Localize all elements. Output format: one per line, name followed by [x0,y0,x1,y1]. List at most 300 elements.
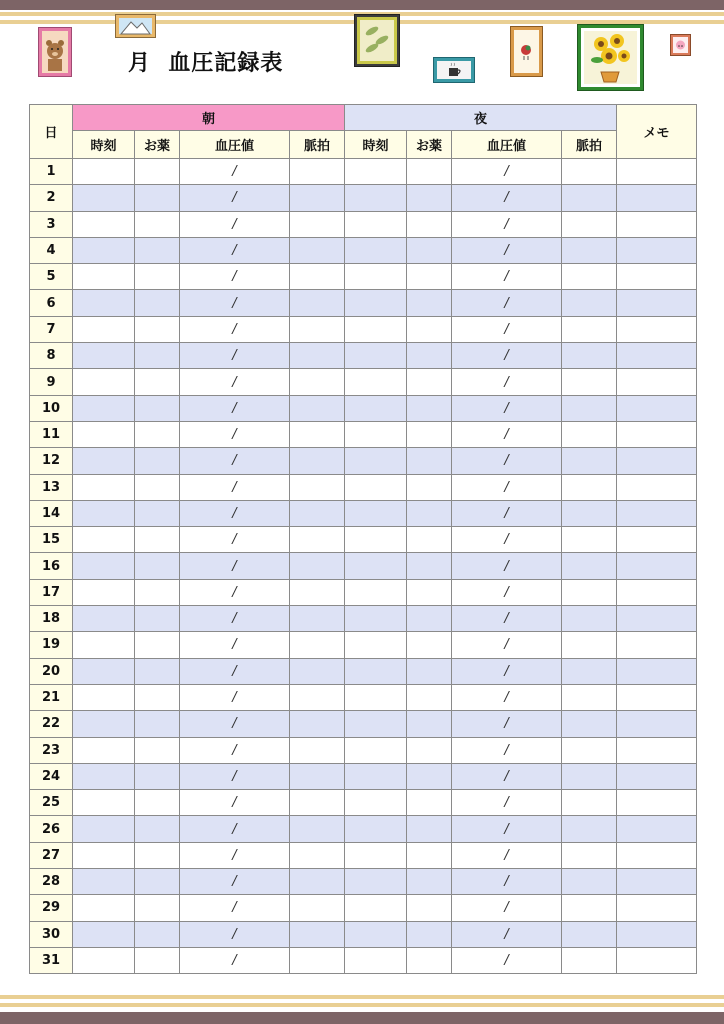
morning-medicine-cell[interactable] [135,264,180,290]
memo-cell[interactable] [617,500,697,526]
morning-time-cell[interactable] [73,316,135,342]
morning-pulse-cell[interactable] [290,421,345,447]
morning-bp-cell[interactable]: / [180,237,290,263]
evening-time-cell[interactable] [345,947,407,973]
morning-medicine-cell[interactable] [135,553,180,579]
morning-time-cell[interactable] [73,343,135,369]
memo-cell[interactable] [617,658,697,684]
evening-bp-cell[interactable]: / [452,527,562,553]
morning-medicine-cell[interactable] [135,448,180,474]
evening-bp-cell[interactable]: / [452,237,562,263]
top-border-band [0,0,724,10]
morning-time-cell[interactable] [73,684,135,710]
morning-pulse-cell[interactable] [290,211,345,237]
morning-medicine-cell[interactable] [135,290,180,316]
morning-medicine-cell[interactable] [135,369,180,395]
evening-bp-cell[interactable]: / [452,369,562,395]
evening-bp-cell[interactable]: / [452,869,562,895]
evening-bp-cell[interactable]: / [452,842,562,868]
memo-cell[interactable] [617,684,697,710]
memo-cell[interactable] [617,237,697,263]
evening-medicine-cell[interactable] [407,869,452,895]
morning-medicine-cell[interactable] [135,579,180,605]
evening-time-cell[interactable] [345,553,407,579]
evening-medicine-cell[interactable] [407,316,452,342]
table-row [30,790,697,816]
evening-time-cell[interactable] [345,343,407,369]
morning-medicine-cell[interactable] [135,737,180,763]
morning-pulse-cell[interactable] [290,237,345,263]
morning-medicine-cell[interactable] [135,527,180,553]
morning-bp-cell[interactable]: / [180,816,290,842]
morning-pulse-cell[interactable] [290,159,345,185]
day-column-header: 日 [30,105,73,159]
table-row [30,474,697,500]
memo-cell[interactable] [617,737,697,763]
morning-bp-cell[interactable]: / [180,737,290,763]
morning-bp-cell[interactable]: / [180,842,290,868]
morning-time-cell[interactable] [73,185,135,211]
evening-time-cell[interactable] [345,159,407,185]
memo-cell[interactable] [617,921,697,947]
memo-cell[interactable] [617,579,697,605]
evening-pulse-cell[interactable] [562,395,617,421]
morning-pulse-cell[interactable] [290,632,345,658]
morning-medicine-cell[interactable] [135,921,180,947]
evening-bp-cell[interactable]: / [452,658,562,684]
day-number: 28 [30,869,73,895]
evening-time-cell[interactable] [345,790,407,816]
morning-bp-cell[interactable]: / [180,500,290,526]
memo-cell[interactable] [617,763,697,789]
evening-bp-cell[interactable]: / [452,816,562,842]
morning-medicine-cell[interactable] [135,343,180,369]
memo-column-header: メモ [617,105,697,159]
evening-medicine-cell[interactable] [407,343,452,369]
morning-time-cell[interactable] [73,816,135,842]
evening-medicine-cell[interactable] [407,553,452,579]
morning-pulse-cell[interactable] [290,790,345,816]
evening-bp-cell[interactable]: / [452,947,562,973]
memo-cell[interactable] [617,606,697,632]
day-number: 8 [30,343,73,369]
evening-bp-cell[interactable]: / [452,632,562,658]
morning-medicine-cell[interactable] [135,500,180,526]
morning-time-cell[interactable] [73,237,135,263]
evening-medicine-cell[interactable] [407,606,452,632]
evening-bp-cell[interactable]: / [452,500,562,526]
morning-medicine-cell[interactable] [135,842,180,868]
morning-bp-cell[interactable]: / [180,159,290,185]
memo-cell[interactable] [617,895,697,921]
evening-medicine-cell[interactable] [407,421,452,447]
morning-bp-cell[interactable]: / [180,921,290,947]
evening-time-cell[interactable] [345,579,407,605]
evening-bp-cell[interactable]: / [452,316,562,342]
morning-pulse-cell[interactable] [290,264,345,290]
evening-pulse-cell[interactable] [562,421,617,447]
evening-pulse-cell[interactable] [562,474,617,500]
morning-time-cell[interactable] [73,632,135,658]
evening-medicine-cell[interactable] [407,290,452,316]
morning-bp-cell[interactable]: / [180,658,290,684]
evening-medicine-cell[interactable] [407,658,452,684]
memo-cell[interactable] [617,211,697,237]
evening-medicine-cell[interactable] [407,947,452,973]
morning-time-cell[interactable] [73,711,135,737]
morning-pulse-cell[interactable] [290,921,345,947]
evening-time-cell[interactable] [345,500,407,526]
memo-cell[interactable] [617,553,697,579]
evening-time-cell[interactable] [345,316,407,342]
page-title: 月 血圧記録表 [128,51,284,76]
morning-pulse-cell[interactable] [290,842,345,868]
morning-time-cell[interactable] [73,421,135,447]
morning-time-cell[interactable] [73,737,135,763]
morning-bp-cell[interactable]: / [180,579,290,605]
evening-bp-cell[interactable]: / [452,737,562,763]
morning-medicine-cell[interactable] [135,395,180,421]
memo-cell[interactable] [617,869,697,895]
evening-medicine-cell[interactable] [407,790,452,816]
morning-time-cell[interactable] [73,790,135,816]
morning-bp-cell[interactable]: / [180,684,290,710]
evening-medicine-cell[interactable] [407,632,452,658]
evening-pulse-cell[interactable] [562,185,617,211]
morning-pulse-cell[interactable] [290,343,345,369]
morning-pulse-cell[interactable] [290,684,345,710]
evening-bp-cell[interactable]: / [452,606,562,632]
evening-pulse-cell[interactable] [562,711,617,737]
evening-pulse-cell[interactable] [562,816,617,842]
evening-medicine-cell[interactable] [407,211,452,237]
evening-bp-cell[interactable]: / [452,790,562,816]
morning-time-cell[interactable] [73,921,135,947]
morning-medicine-cell[interactable] [135,869,180,895]
evening-pulse-cell[interactable] [562,842,617,868]
evening-pulse-cell[interactable] [562,159,617,185]
evening-bp-cell[interactable]: / [452,185,562,211]
morning-pulse-cell[interactable] [290,737,345,763]
evening-medicine-cell[interactable] [407,816,452,842]
evening-time-cell[interactable] [345,895,407,921]
evening-time-cell[interactable] [345,921,407,947]
evening-time-cell[interactable] [345,606,407,632]
morning-medicine-cell[interactable] [135,658,180,684]
memo-cell[interactable] [617,474,697,500]
evening-medicine-cell[interactable] [407,500,452,526]
evening-bp-cell[interactable]: / [452,474,562,500]
evening-time-cell[interactable] [345,264,407,290]
evening-pulse-cell[interactable] [562,237,617,263]
morning-time-cell[interactable] [73,369,135,395]
evening-time-cell[interactable] [345,632,407,658]
evening-pulse-cell[interactable] [562,684,617,710]
table-row [30,763,697,789]
morning-bp-cell[interactable]: / [180,895,290,921]
memo-cell[interactable] [617,711,697,737]
evening-pulse-cell[interactable] [562,369,617,395]
morning-bp-cell[interactable]: / [180,369,290,395]
memo-cell[interactable] [617,264,697,290]
morning-bp-cell[interactable]: / [180,632,290,658]
morning-medicine-cell[interactable] [135,763,180,789]
morning-medicine-cell[interactable] [135,632,180,658]
morning-time-cell[interactable] [73,159,135,185]
morning-bp-cell[interactable]: / [180,448,290,474]
evening-time-cell[interactable] [345,763,407,789]
day-number: 13 [30,474,73,500]
evening-time-cell[interactable] [345,237,407,263]
evening-medicine-cell[interactable] [407,237,452,263]
evening-bp-cell[interactable]: / [452,895,562,921]
morning-pulse-cell[interactable] [290,290,345,316]
evening-pulse-cell[interactable] [562,737,617,763]
morning-medicine-cell[interactable] [135,947,180,973]
morning-time-cell[interactable] [73,448,135,474]
memo-cell[interactable] [617,421,697,447]
morning-bp-cell[interactable]: / [180,264,290,290]
memo-cell[interactable] [617,527,697,553]
morning-time-cell[interactable] [73,264,135,290]
morning-medicine-cell[interactable] [135,816,180,842]
morning-pulse-cell[interactable] [290,395,345,421]
evening-time-cell[interactable] [345,816,407,842]
morning-pulse-cell[interactable] [290,316,345,342]
morning-pulse-cell[interactable] [290,579,345,605]
evening-medicine-cell[interactable] [407,737,452,763]
morning-medicine-cell[interactable] [135,316,180,342]
morning-pulse-cell[interactable] [290,606,345,632]
evening-pulse-cell[interactable] [562,658,617,684]
evening-medicine-cell[interactable] [407,763,452,789]
evening-time-cell[interactable] [345,421,407,447]
morning-time-cell[interactable] [73,947,135,973]
morning-bp-cell[interactable]: / [180,185,290,211]
evening-bp-cell[interactable]: / [452,763,562,789]
evening-time-cell[interactable] [345,211,407,237]
morning-medicine-cell[interactable] [135,211,180,237]
evening-bp-cell[interactable]: / [452,290,562,316]
morning-pulse-cell[interactable] [290,763,345,789]
evening-medicine-cell[interactable] [407,159,452,185]
morning-bp-cell[interactable]: / [180,395,290,421]
memo-cell[interactable] [617,290,697,316]
morning-medicine-cell[interactable] [135,711,180,737]
evening-time-cell[interactable] [345,684,407,710]
evening-bp-cell[interactable]: / [452,211,562,237]
evening-pulse-cell[interactable] [562,895,617,921]
morning-pulse-cell[interactable] [290,527,345,553]
morning-bp-cell[interactable]: / [180,421,290,447]
memo-cell[interactable] [617,185,697,211]
evening-time-cell[interactable] [345,711,407,737]
morning-time-cell[interactable] [73,290,135,316]
morning-bp-cell[interactable]: / [180,711,290,737]
evening-medicine-cell[interactable] [407,895,452,921]
evening-medicine-cell[interactable] [407,448,452,474]
morning-pulse-cell[interactable] [290,658,345,684]
evening-time-cell[interactable] [345,185,407,211]
evening-bp-cell[interactable]: / [452,711,562,737]
morning-bp-cell[interactable]: / [180,343,290,369]
morning-medicine-cell[interactable] [135,421,180,447]
evening-medicine-cell[interactable] [407,842,452,868]
evening-bp-cell[interactable]: / [452,448,562,474]
evening-medicine-cell[interactable] [407,921,452,947]
evening-time-cell[interactable] [345,448,407,474]
evening-bp-cell[interactable]: / [452,579,562,605]
memo-cell[interactable] [617,790,697,816]
morning-pulse-cell[interactable] [290,448,345,474]
evening-bp-cell[interactable]: / [452,921,562,947]
evening-pulse-cell[interactable] [562,921,617,947]
evening-pulse-cell[interactable] [562,264,617,290]
morning-pulse-cell[interactable] [290,895,345,921]
evening-pulse-cell[interactable] [562,790,617,816]
morning-pulse-cell[interactable] [290,711,345,737]
morning-pulse-cell[interactable] [290,553,345,579]
morning-bp-cell[interactable]: / [180,316,290,342]
morning-pulse-cell[interactable] [290,816,345,842]
morning-bp-cell[interactable]: / [180,790,290,816]
evening-medicine-cell[interactable] [407,185,452,211]
evening-pulse-cell[interactable] [562,606,617,632]
table-row [30,869,697,895]
evening-bp-cell[interactable]: / [452,684,562,710]
morning-time-cell[interactable] [73,474,135,500]
evening-bp-cell[interactable]: / [452,264,562,290]
evening-bp-cell[interactable]: / [452,343,562,369]
evening-medicine-cell[interactable] [407,395,452,421]
evening-pulse-cell[interactable] [562,343,617,369]
morning-bp-cell[interactable]: / [180,553,290,579]
memo-cell[interactable] [617,448,697,474]
memo-cell[interactable] [617,343,697,369]
memo-cell[interactable] [617,395,697,421]
evening-medicine-cell[interactable] [407,527,452,553]
morning-time-cell[interactable] [73,553,135,579]
evening-medicine-cell[interactable] [407,369,452,395]
morning-pulse-cell[interactable] [290,869,345,895]
table-row [30,500,697,526]
morning-bp-cell[interactable]: / [180,869,290,895]
morning-time-cell[interactable] [73,211,135,237]
table-row [30,842,697,868]
evening-time-cell[interactable] [345,527,407,553]
evening-time-cell[interactable] [345,658,407,684]
evening-pulse-cell[interactable] [562,290,617,316]
morning-medicine-cell[interactable] [135,895,180,921]
morning-medicine-cell[interactable] [135,684,180,710]
morning-time-cell[interactable] [73,842,135,868]
evening-pulse-cell[interactable] [562,869,617,895]
memo-cell[interactable] [617,369,697,395]
morning-bp-cell[interactable]: / [180,763,290,789]
evening-bp-cell[interactable]: / [452,159,562,185]
evening-medicine-cell[interactable] [407,684,452,710]
morning-medicine-cell[interactable] [135,606,180,632]
memo-cell[interactable] [617,816,697,842]
memo-cell[interactable] [617,947,697,973]
morning-bp-cell[interactable]: / [180,211,290,237]
evening-bp-cell[interactable]: / [452,395,562,421]
morning-time-cell[interactable] [73,895,135,921]
evening-medicine-cell[interactable] [407,711,452,737]
evening-time-cell[interactable] [345,842,407,868]
morning-bp-cell[interactable]: / [180,527,290,553]
morning-time-cell[interactable] [73,500,135,526]
morning-medicine-cell[interactable] [135,790,180,816]
morning-pulse-cell[interactable] [290,369,345,395]
evening-pulse-cell[interactable] [562,316,617,342]
morning-bp-cell[interactable]: / [180,947,290,973]
memo-cell[interactable] [617,159,697,185]
evening-time-cell[interactable] [345,369,407,395]
blood-pressure-log-table [29,104,697,974]
table-row [30,421,697,447]
morning-bp-cell[interactable]: / [180,474,290,500]
morning-medicine-cell[interactable] [135,159,180,185]
morning-medicine-cell[interactable] [135,474,180,500]
morning-bp-cell[interactable]: / [180,606,290,632]
morning-pulse-cell[interactable] [290,474,345,500]
evening-time-cell[interactable] [345,290,407,316]
evening-pulse-cell[interactable] [562,579,617,605]
morning-pulse-cell[interactable] [290,947,345,973]
morning-time-cell[interactable] [73,395,135,421]
morning-bp-cell[interactable]: / [180,290,290,316]
table-row [30,947,697,973]
morning-time-cell[interactable] [73,763,135,789]
memo-cell[interactable] [617,632,697,658]
evening-time-cell[interactable] [345,395,407,421]
morning-time-cell[interactable] [73,869,135,895]
morning-medicine-cell[interactable] [135,185,180,211]
evening-bp-cell[interactable]: / [452,421,562,447]
evening-pulse-cell[interactable] [562,500,617,526]
evening-time-cell[interactable] [345,869,407,895]
evening-pulse-cell[interactable] [562,448,617,474]
evening-pulse-cell[interactable] [562,553,617,579]
evening-pulse-cell[interactable] [562,527,617,553]
morning-time-cell[interactable] [73,527,135,553]
evening-medicine-cell[interactable] [407,474,452,500]
bird-picture-icon [510,26,543,77]
morning-medicine-cell[interactable] [135,237,180,263]
evening-bp-header: 血圧値 [452,131,562,159]
evening-time-cell[interactable] [345,737,407,763]
evening-pulse-cell[interactable] [562,763,617,789]
morning-pulse-cell[interactable] [290,500,345,526]
evening-time-cell[interactable] [345,474,407,500]
morning-time-cell[interactable] [73,606,135,632]
morning-time-cell[interactable] [73,579,135,605]
evening-bp-cell[interactable]: / [452,553,562,579]
day-number: 16 [30,553,73,579]
evening-pulse-cell[interactable] [562,211,617,237]
evening-medicine-cell[interactable] [407,579,452,605]
memo-cell[interactable] [617,316,697,342]
evening-time-header: 時刻 [345,131,407,159]
evening-pulse-cell[interactable] [562,632,617,658]
evening-medicine-cell[interactable] [407,264,452,290]
memo-cell[interactable] [617,842,697,868]
morning-time-cell[interactable] [73,658,135,684]
morning-pulse-cell[interactable] [290,185,345,211]
table-row [30,684,697,710]
evening-pulse-cell[interactable] [562,947,617,973]
